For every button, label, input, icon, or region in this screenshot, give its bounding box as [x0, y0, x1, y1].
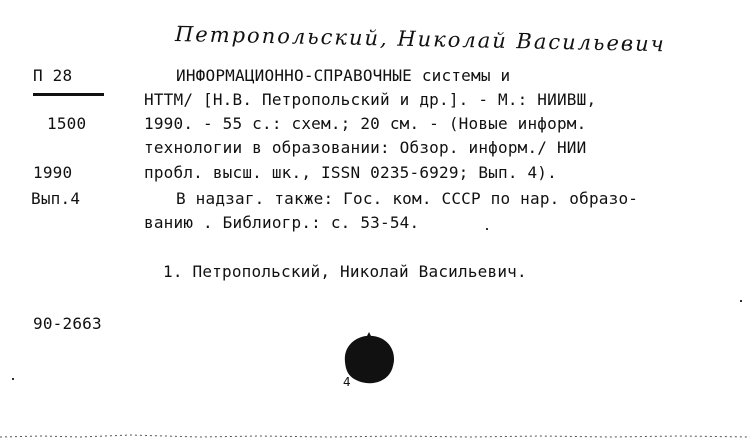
publication-year: 1990 [33, 163, 73, 182]
copies-count: 1500 [47, 114, 87, 133]
card-bottom-edge [0, 430, 750, 439]
entry-line-5: пробл. высш. шк., ISSN 0235-6929; Вып. 4). [144, 163, 557, 182]
entry-line-3: 1990. - 55 с.: схем.; 20 см. - (Новые информ. [144, 114, 587, 133]
speck [486, 228, 488, 230]
speck [12, 378, 14, 380]
call-number-class: П 28 [33, 66, 73, 85]
punch-hole [335, 330, 405, 390]
call-number-rule [33, 93, 104, 96]
hole-mark: 4 [343, 375, 351, 389]
entry-line-1: ИНФОРМАЦИОННО-СПРАВОЧНЫЕ системы и [176, 66, 511, 85]
entry-line-4: технологии в образовании: Обзор. информ./ НИИ [144, 138, 587, 157]
note-line-1: В надзаг. также: Гос. ком. СССР по нар. образо- [176, 189, 639, 208]
issue-number: Вып.4 [31, 189, 81, 208]
speck [740, 300, 742, 302]
tracing-line: 1. Петропольский, Николай Васильевич. [163, 262, 527, 281]
handwritten-heading: Петропольский, Николай Васильевич [174, 22, 666, 57]
entry-line-2: НТТМ/ [Н.В. Петропольский и др.]. - М.: НИИВШ, [144, 90, 597, 109]
note-line-2: ванию . Библиогр.: с. 53-54. [144, 213, 420, 232]
card-number: 90-2663 [33, 314, 102, 333]
